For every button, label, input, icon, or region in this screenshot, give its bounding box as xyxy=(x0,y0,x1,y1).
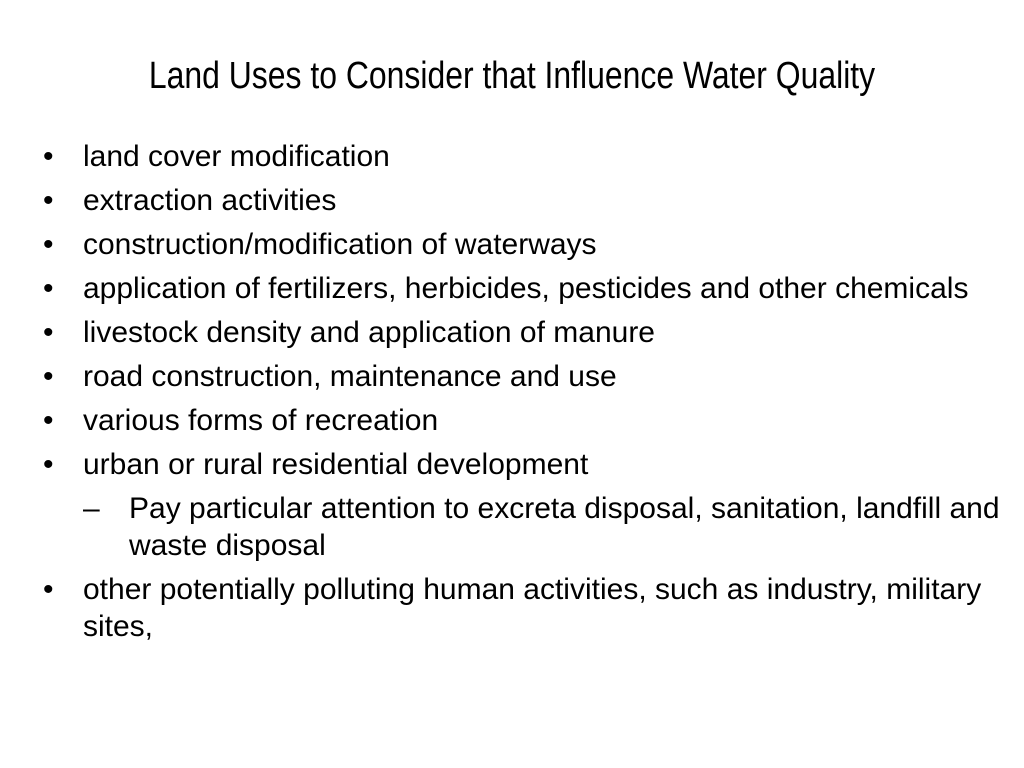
sub-list-item-text: Pay particular attention to excreta disposal, sanitation, landfill and waste disposal xyxy=(129,492,1000,562)
list-item xyxy=(43,270,1003,307)
bullet-marker: • xyxy=(43,360,54,393)
bullet-marker: • xyxy=(43,448,54,481)
list-item-text: land cover modification xyxy=(83,140,390,173)
list-item-text: road construction, maintenance and use xyxy=(83,360,617,393)
list-item-text: livestock density and application of manure xyxy=(83,316,655,349)
list-item xyxy=(43,402,1003,439)
list-item xyxy=(43,571,1003,645)
list-item xyxy=(43,446,1003,564)
bullet-marker: • xyxy=(43,316,54,349)
bullet-marker: • xyxy=(43,404,54,437)
slide-title: Land Uses to Consider that Influence Water Quality xyxy=(148,55,876,97)
bullet-marker: • xyxy=(43,184,54,217)
list-item-text: urban or rural residential development xyxy=(83,448,589,481)
list-item xyxy=(43,138,1003,175)
list-item-text: application of fertilizers, herbicides, pesticides and other chemicals xyxy=(83,272,969,305)
list-item-text: extraction activities xyxy=(83,184,337,217)
list-item xyxy=(43,182,1003,219)
bullet-marker: • xyxy=(43,272,54,305)
list-item-text: construction/modification of waterways xyxy=(83,228,597,261)
bullet-marker: • xyxy=(43,573,54,606)
bullet-marker: • xyxy=(43,140,54,173)
list-item xyxy=(43,226,1003,263)
bullet-list xyxy=(43,138,1003,652)
sub-bullet-list xyxy=(83,490,1003,564)
sub-bullet-marker: – xyxy=(83,492,100,525)
sub-list-item xyxy=(83,490,1003,564)
bullet-marker: • xyxy=(43,228,54,261)
list-item xyxy=(43,358,1003,395)
list-item xyxy=(43,314,1003,351)
list-item-text: various forms of recreation xyxy=(83,404,439,437)
list-item-text: other potentially polluting human activities, such as industry, military sites, xyxy=(83,573,982,643)
